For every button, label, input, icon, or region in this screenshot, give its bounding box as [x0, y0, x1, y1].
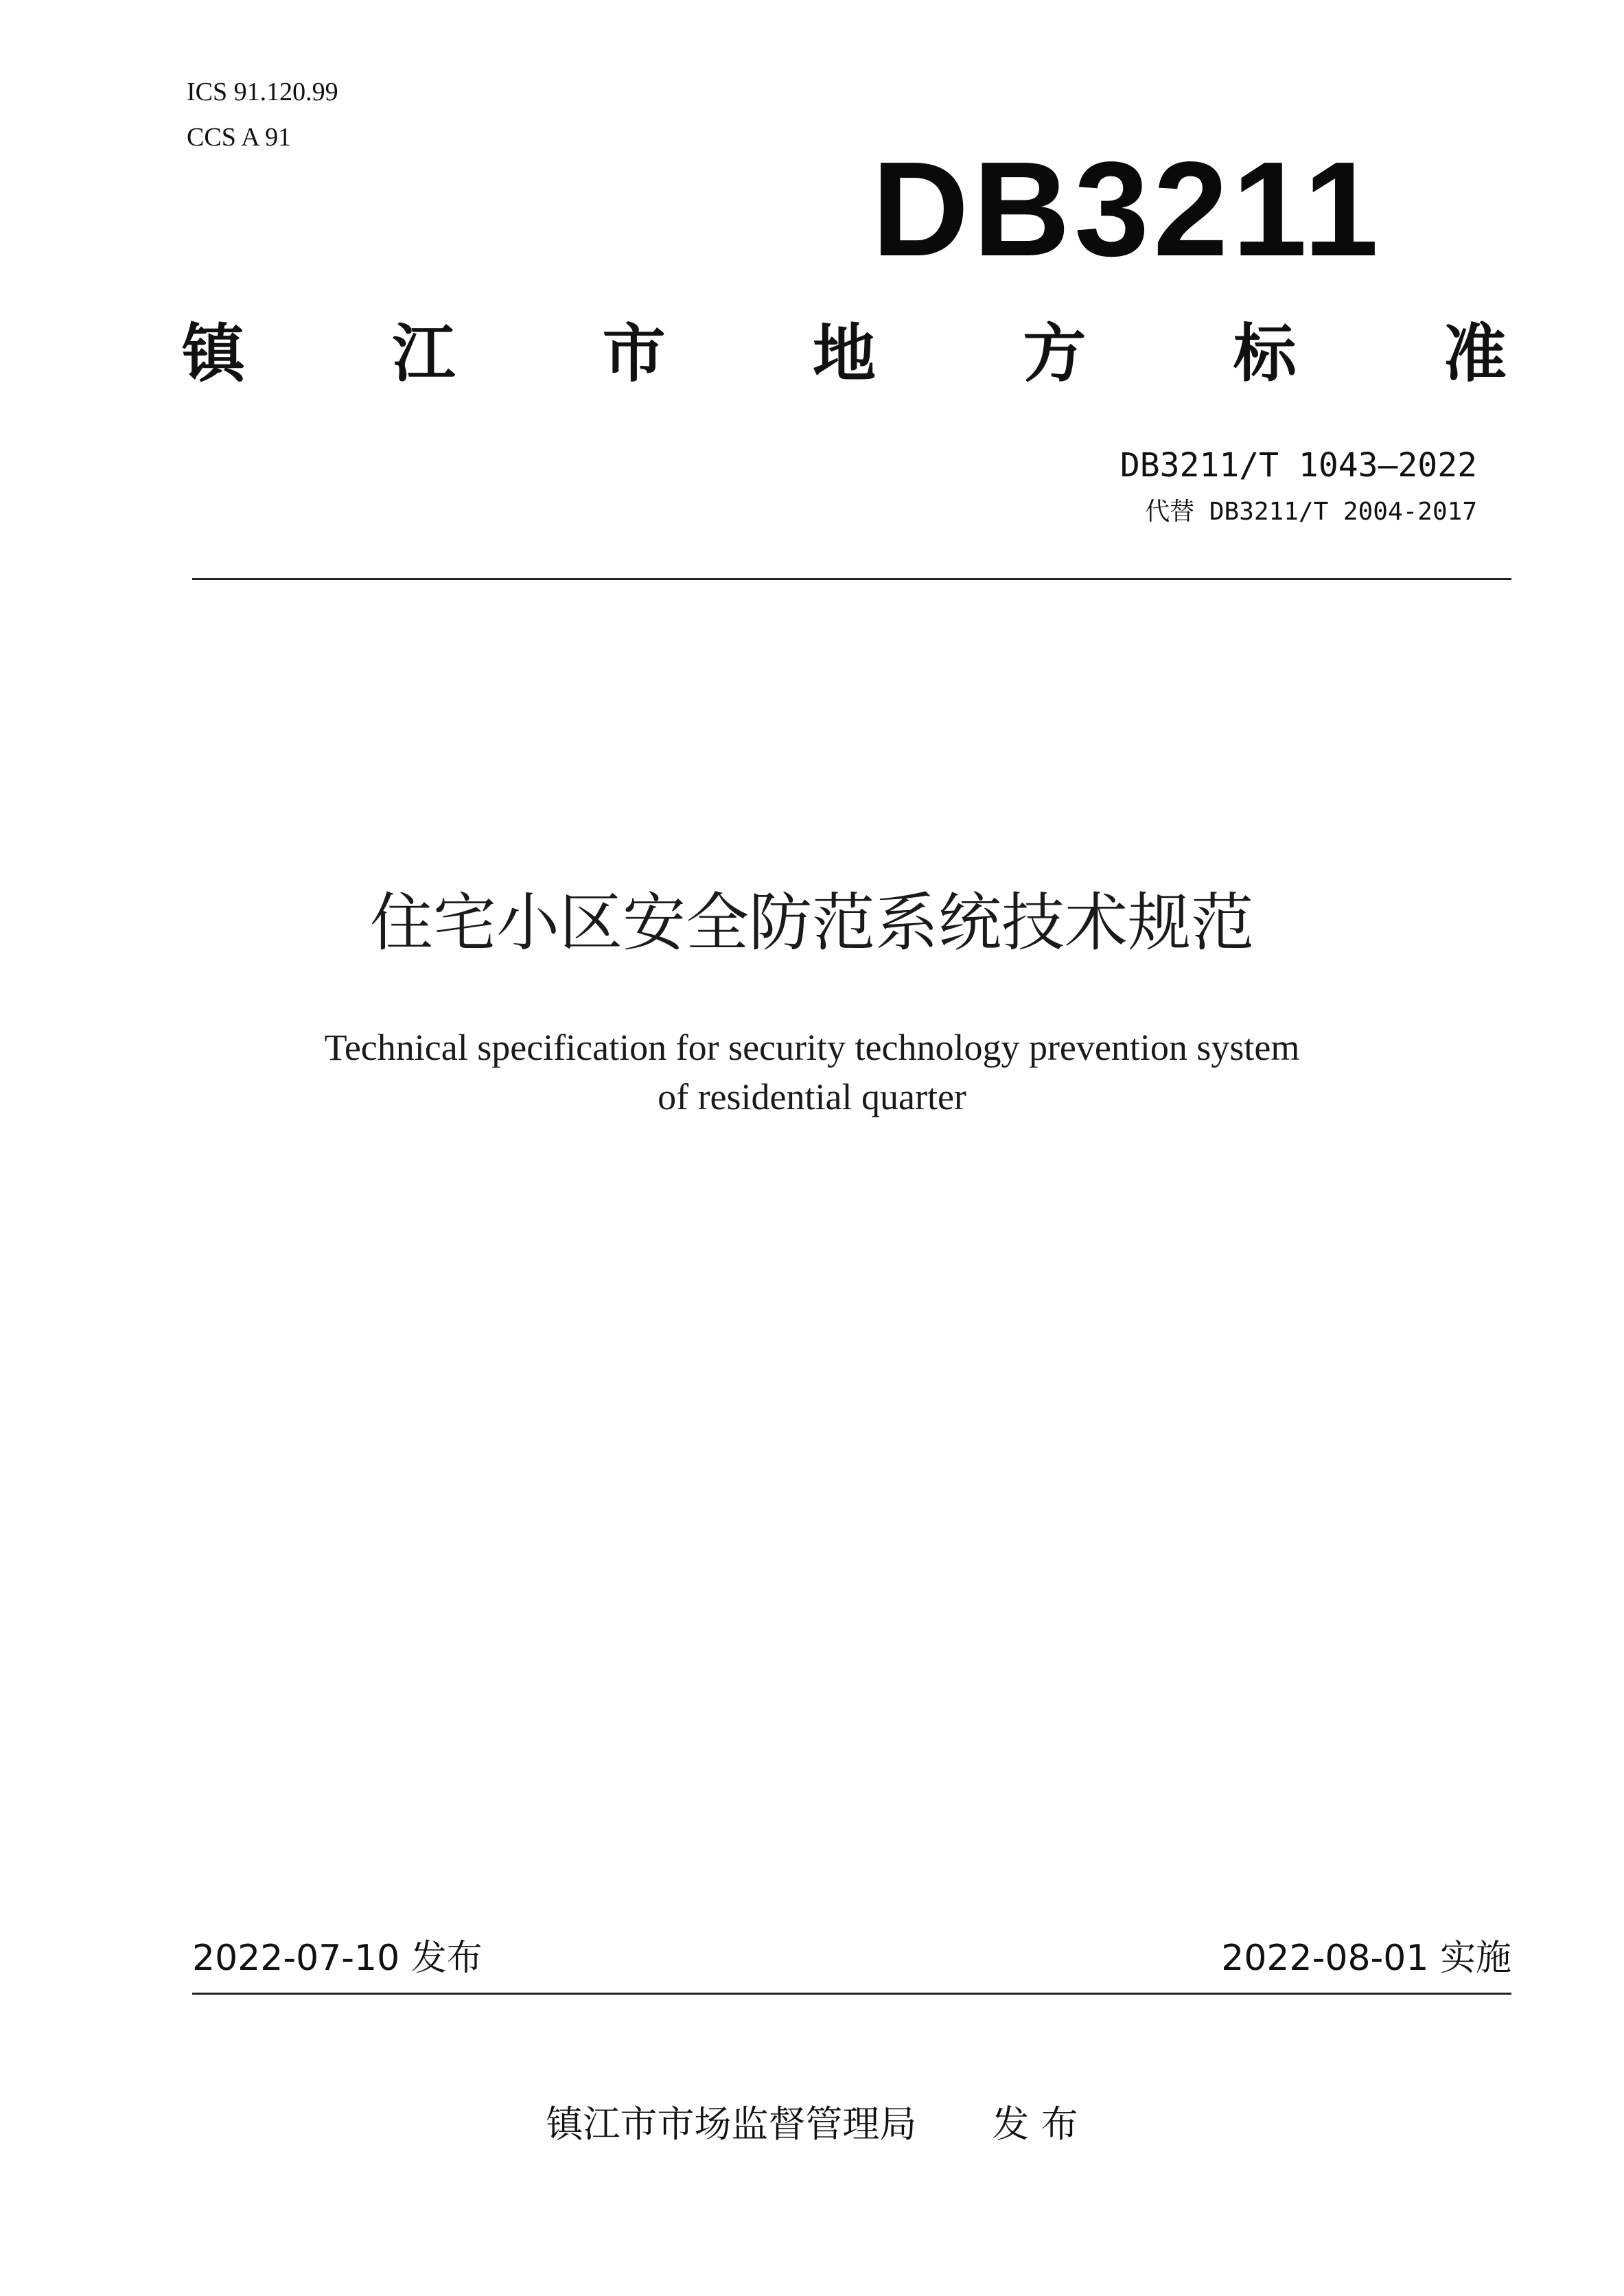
title-en-line: Technical specification for security technology prevention system [324, 1027, 1300, 1068]
release-date: 2022-07-10 发布 [192, 1938, 483, 1979]
document-title-en [0, 1023, 1624, 1122]
title-en-line: of residential quarter [658, 1076, 966, 1117]
top-divider [192, 578, 1511, 580]
standard-logo: DB3211 [872, 134, 1383, 284]
standard-type-char: 镇 [182, 316, 246, 391]
replaces-standard: 代替 DB3211/T 2004-2017 [1145, 498, 1477, 526]
issuer-name: 镇江市市场监督管理局 [546, 2102, 917, 2146]
standard-type-char: 方 [1023, 316, 1087, 391]
standard-type-char: 地 [812, 316, 876, 391]
issuer-row [0, 2100, 1624, 2148]
standard-number: DB3211/T 1043—2022 [1120, 446, 1477, 485]
issue-action: 发 布 [992, 2102, 1078, 2146]
standard-type-heading [182, 316, 1507, 391]
document-title-zh: 住宅小区安全防范系统技术规范 [369, 886, 1254, 960]
bottom-divider [192, 1993, 1511, 1995]
ccs-code: CCS A 91 [187, 123, 292, 152]
ics-code: ICS 91.120.99 [187, 78, 338, 106]
standard-type-char: 江 [392, 316, 456, 391]
implementation-date: 2022-08-01 实施 [1221, 1938, 1511, 1979]
standard-type-char: 市 [602, 316, 666, 391]
standard-type-char: 准 [1443, 316, 1507, 391]
standard-type-char: 标 [1233, 316, 1297, 391]
date-row [192, 1936, 1511, 1981]
